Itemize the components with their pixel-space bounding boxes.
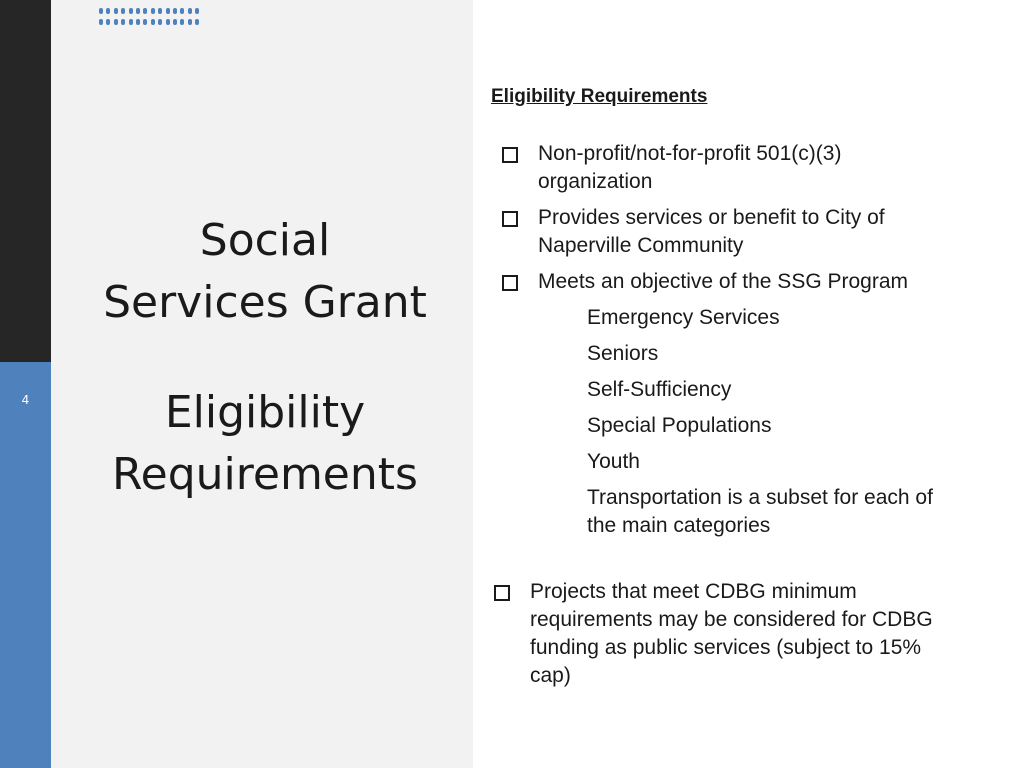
bullet-text: Meets an objective of the SSG Program [538,270,909,293]
bullet-text: organization [538,170,653,193]
bullet-text: cap) [530,664,571,687]
sidebar-dark-band [0,0,51,362]
objective-item: Special Populations [587,414,772,437]
checkbox-bullet-icon [502,211,518,227]
bullet-text: Non-profit/not-for-profit 501(c)(3) [538,142,842,165]
content-heading: Eligibility Requirements [491,86,708,107]
transportation-note [587,484,987,540]
objective-item: Youth [587,450,640,473]
title-panel [51,0,473,768]
slide-title [51,210,479,506]
bullet-text: requirements may be considered for CDBG [530,608,933,631]
checkbox-bullet-icon [494,585,510,601]
bullet-text: Projects that meet CDBG minimum [530,580,857,603]
objective-item: Emergency Services [587,306,780,329]
slide-number: 4 [21,393,30,407]
bullet-text: Provides services or benefit to City of [538,206,885,229]
objective-item: Seniors [587,342,659,365]
objective-item: Self-Sufficiency [587,378,732,401]
title-line: Eligibility [164,387,366,438]
sidebar-blue-band [0,362,51,768]
note-line: Transportation is a subset for each of [587,486,933,509]
note-line: the main categories [587,514,771,537]
checkbox-bullet-icon [502,275,518,291]
bullet-text: Naperville Community [538,234,744,257]
bullet-text: funding as public services (subject to 15% [530,636,922,659]
title-line: Services Grant [103,277,427,328]
title-line: Social [199,215,331,266]
title-line: Requirements [112,449,418,500]
decorative-dots [99,6,205,28]
checkbox-bullet-icon [502,147,518,163]
